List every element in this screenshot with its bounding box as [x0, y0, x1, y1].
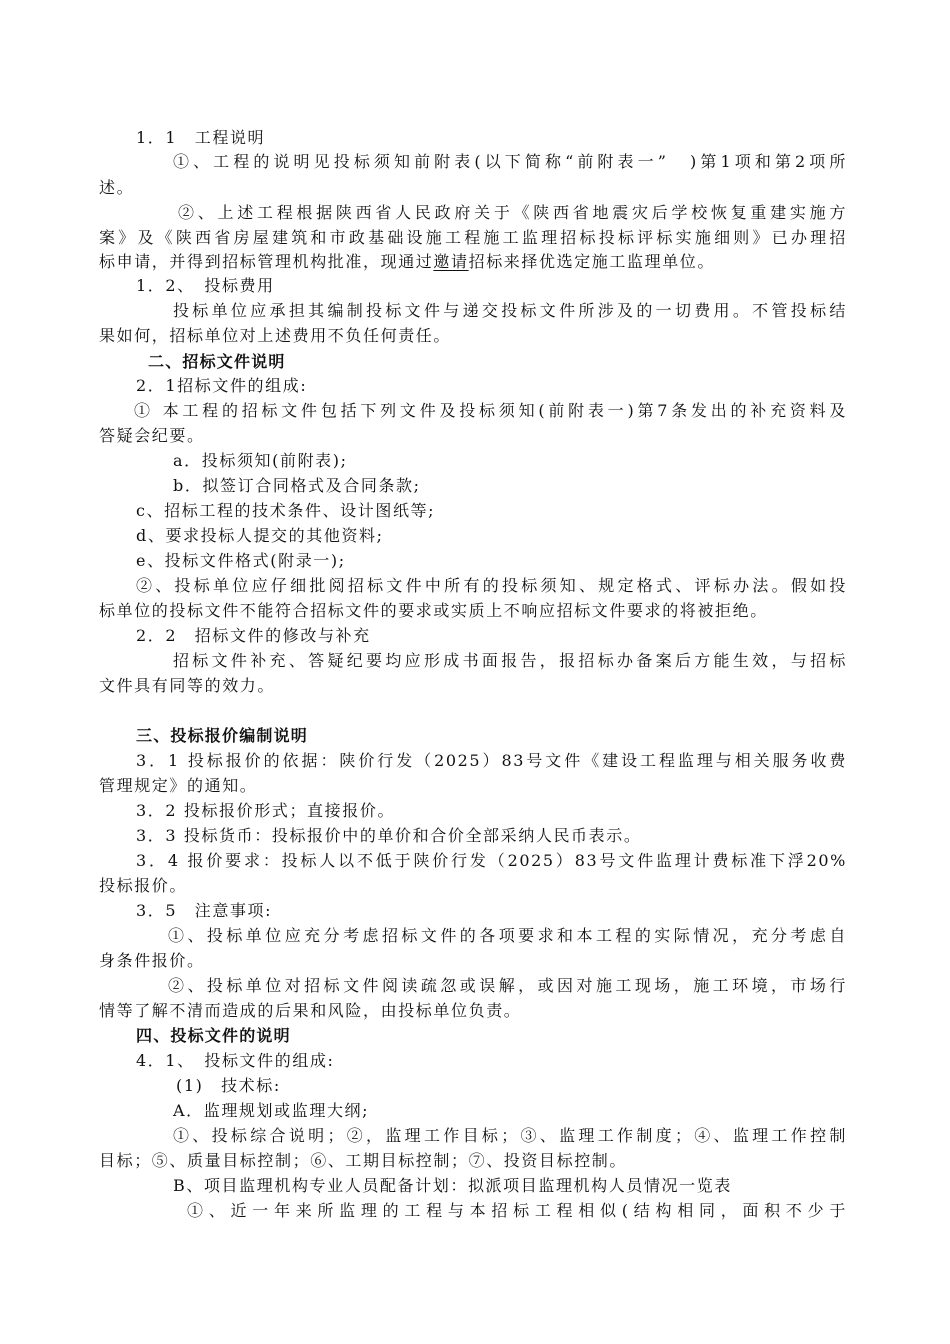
paragraph-line: 招标文件补充、答疑纪要均应形成书面报告，报招标办备案后方能生效，与招标: [173, 651, 847, 670]
paragraph-line: 3．4 报价要求：投标人以不低于陕价行发（2025）83号文件监理计费标准下浮20%: [136, 851, 847, 870]
paragraph-line: ②、投标单位应仔细批阅招标文件中所有的投标须知、规定格式、评标办法。假如投: [136, 576, 847, 595]
section-3-5-heading: 3．5 注意事项:: [136, 901, 273, 920]
paragraph-line: 3．3 投标货币：投标报价中的单价和合价全部采纳人民币表示。: [136, 826, 642, 845]
paragraph-line: 案》及《陕西省房屋建筑和市政基础设施工程施工监理招标投标评标实施细则》已办理招: [99, 228, 847, 247]
list-item: d、要求投标人提交的其他资料;: [136, 526, 384, 545]
paragraph-line: ①、投标综合说明；②，监理工作目标；③、监理工作制度；④、监理工作控制: [173, 1126, 847, 1145]
paragraph-line: 目标；⑤、质量目标控制；⑥、工期目标控制；⑦、投资目标控制。: [99, 1151, 628, 1170]
section-4-title: 四、投标文件的说明: [136, 1026, 291, 1045]
paragraph-line: ① 本工程的招标文件包括下列文件及投标须知(前附表一)第7条发出的补充资料及: [134, 401, 847, 420]
paragraph-line: 身条件报价。: [99, 951, 205, 970]
text-span: 招标来择优选定施工监理单位。: [468, 252, 716, 271]
section-2-2-heading: 2．2 招标文件的修改与补充: [136, 626, 371, 645]
paragraph-line: ②、上述工程根据陕西省人民政府关于《陕西省地震灾后学校恢复重建实施方: [178, 203, 847, 222]
paragraph-line: ①、投标单位应充分考虑招标文件的各项要求和本工程的实际情况，充分考虑自: [168, 926, 847, 945]
section-4-1-heading: 4．1、 投标文件的组成:: [136, 1051, 335, 1070]
section-3-title: 三、投标报价编制说明: [136, 726, 309, 745]
list-item: e、投标文件格式(附录一);: [136, 551, 346, 570]
paragraph-line: 答疑会纪要。: [99, 426, 205, 445]
section-1-1-heading: 1．1 工程说明: [136, 128, 266, 147]
paragraph-line: 述。: [99, 178, 135, 197]
section-2-1-heading: 2．1招标文件的组成:: [136, 376, 308, 395]
paragraph-line: 果如何，招标单位对上述费用不负任何责任。: [99, 326, 452, 345]
paragraph-line: 情等了解不清而造成的后果和风险，由投标单位负责。: [99, 1001, 522, 1020]
section-1-2-heading: 1．2、 投标费用: [136, 276, 275, 295]
section-2-title: 二、招标文件说明: [148, 352, 286, 371]
paragraph-line: 投标报价。: [99, 876, 188, 895]
paragraph-line: 管理规定》的通知。: [99, 776, 258, 795]
list-item: c、招标工程的技术条件、设计图纸等;: [136, 501, 436, 520]
text-span: 标申请，并得到招标管理机构批准，现通过: [99, 252, 434, 271]
list-item: B、项目监理机构专业人员配备计划：拟派项目监理机构人员情况一览表: [173, 1176, 732, 1195]
list-item: A．监理规划或监理大纲;: [173, 1101, 370, 1120]
paragraph-line: 3．1 投标报价的依据：陕价行发（2025）83号文件《建设工程监理与相关服务收费: [136, 751, 847, 770]
paragraph-line: 3．2 投标报价形式；直接报价。: [136, 801, 396, 820]
list-item: b．拟签订合同格式及合同条款;: [173, 476, 421, 495]
list-item: a．投标须知(前附表);: [173, 451, 348, 470]
paragraph-line: 投标单位应承担其编制投标文件与递交投标文件所涉及的一切费用。不管投标结: [173, 301, 847, 320]
paragraph-line: [99, 250, 715, 274]
underlined-word: 邀请: [433, 252, 469, 271]
paragraph-line: 标单位的投标文件不能符合招标文件的要求或实质上不响应招标文件要求的将被拒绝。: [99, 601, 768, 620]
list-item: (1) 技术标:: [176, 1076, 281, 1095]
paragraph-line: ①、工程的说明见投标须知前附表(以下简称“前附表一” )第1项和第2项所: [173, 152, 847, 171]
paragraph-line: ①、近一年来所监理的工程与本招标工程相似(结构相同，面积不少于: [187, 1201, 847, 1220]
paragraph-line: 文件具有同等的效力。: [99, 676, 276, 695]
paragraph-line: ②、投标单位对招标文件阅读疏忽或误解，或因对施工现场，施工环境，市场行: [168, 976, 847, 995]
